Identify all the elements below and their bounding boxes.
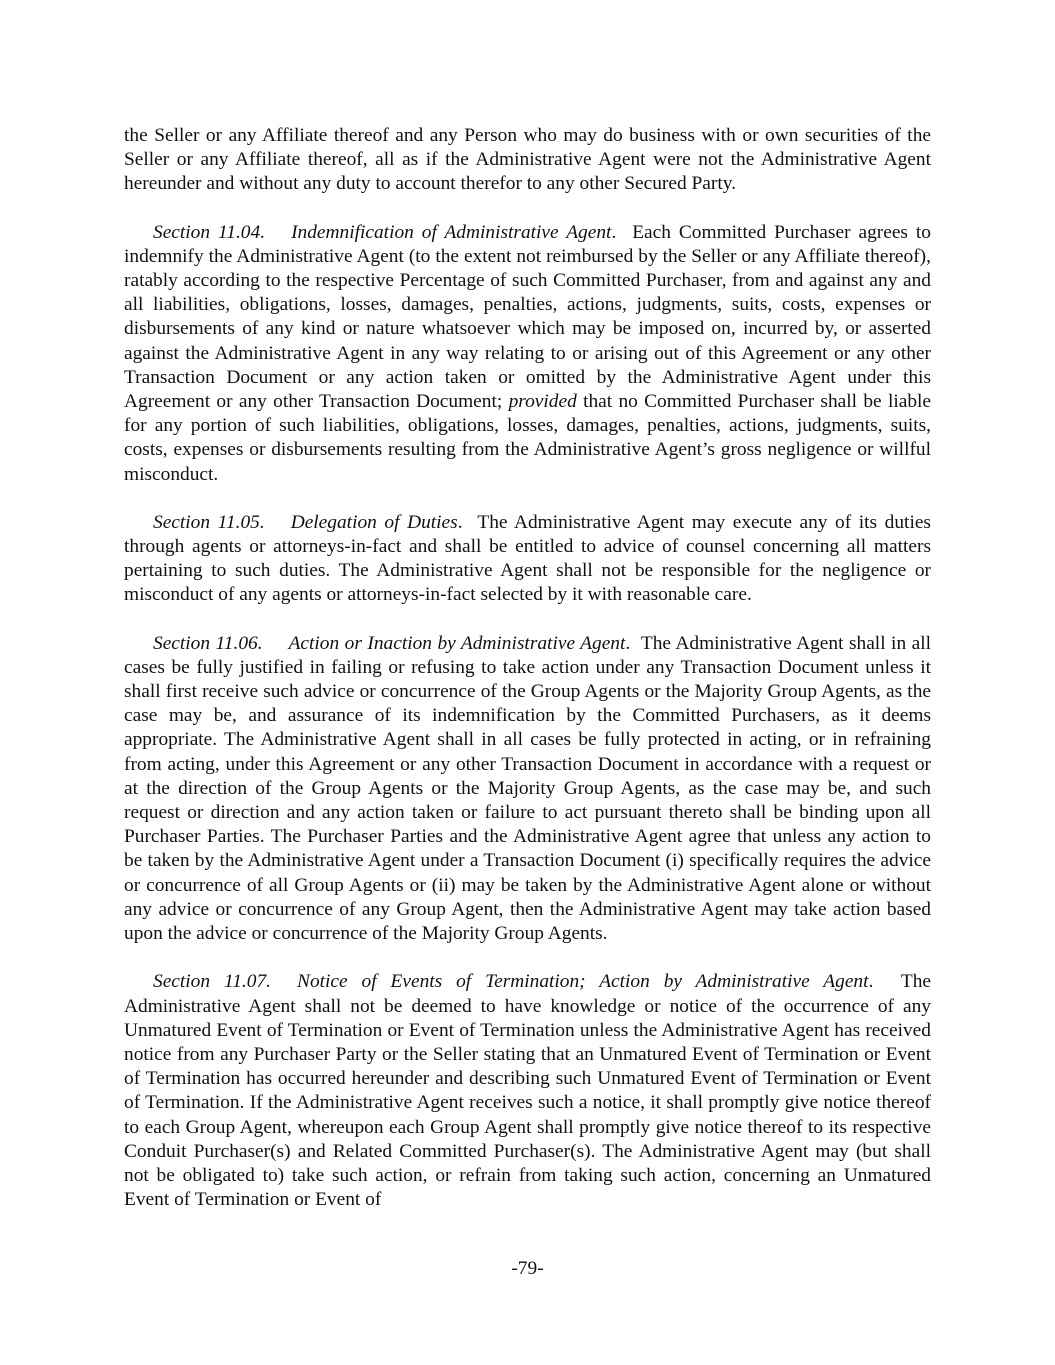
continuation-paragraph [124, 124, 931, 197]
proviso-term: provided [508, 391, 577, 413]
page-number: -79- [511, 1258, 544, 1279]
section-body: The Administrative Agent shall not be deemed to have knowledge or notice of the occurrence of any Unmatured Event of Termination or Event of Termination unless the Administrative Agent has received notice from any Purchaser Party or the Seller stating that an Unmatured Event of Termination or Event of Termination has occurred hereunder and describing such Unmatured Event of Termination or Event of Termination. If the Administrative Agent receives such a notice, it shall promptly give notice thereof to each Group Agent, whereupon each Group Agent shall promptly give notice thereof to its respective Conduit Purchaser(s) and Related Committed Purchaser(s). The Administrative Agent may (but shall not be obligated to) take such action, or refrain from taking such action, concerning an Unmatured Event of Termination or Event of [124, 971, 931, 1211]
section-body: The Administrative Agent shall in all cases be fully justified in failing or refusing to take action under any Transaction Document unless it shall first receive such advice or concurrence of the Group Agents or the Majority Group Agents, as the case may be, and assurance of its indemnification by the Committed Purchasers, as it deems appropriate. The Administrative Agent shall in all cases be fully protected in acting, or in refraining from acting, under this Agreement or any other Transaction Document in accordance with a request or at the direction of the Group Agents or the Majority Group Agents, as the case may be, and such request or direction and any action taken or failure to act pursuant thereto shall be binding upon all Purchaser Parties. The Purchaser Parties and the Administrative Agent agree that unless any action to be taken by the Administrative Agent under a Transaction Document (i) specifically requires the advice or concurrence of all Group Agents or (ii) may be taken by the Administrative Agent alone or without any advice or concurrence of any Group Agent, then the Administrative Agent may take action based upon the advice or concurrence of the Majority Group Agents. [124, 632, 931, 945]
section-number: Section 11.07. [153, 971, 272, 993]
section-11-05: Section 11.05. Delegation of Duties. The Administrative Agent may execute any of its duties through agents or attorneys-in-fact and shall be entitled to advice of counsel concerning all matters pertaining to such duties. The Administrative Agent shall not be responsible for the negligence or misconduct of any agents or attorneys-in-fact selected by it with reasonable care. [124, 511, 931, 606]
document-page [124, 124, 931, 1236]
section-title: Notice of Events of Termination; Action by Administrative Agent [297, 971, 869, 993]
section-body: The Administrative Agent may execute any of its duties through agents or attorneys-in-fact and shall be entitled to advice of counsel concerning all matters pertaining to such duties. The Administrative Agent shall not be responsible for the negligence or misconduct of any agents or attorneys-in-fact selected by it with reasonable care. [124, 511, 931, 606]
section-body-continued: that no Committed Purchaser shall be liable for any portion of such liabilities, obligations, losses, damages, penalties, actions, judgments, suits, costs, expenses or disbursements resulting from the Administrative Agent’s gross negligence or willful misconduct. [124, 391, 932, 485]
section-11-06: Section 11.06. Action or Inaction by Administrative Agent. The Administrative Agent shall in all cases be fully justified in failing or refusing to take action under any Transaction Document unless it shall first receive such advice or concurrence of the Group Agents or the Majority Group Agents, as the case may be, and assurance of its indemnification by the Committed Purchasers, as it deems appropriate. The Administrative Agent shall in all cases be fully protected in acting, or in refraining from acting, under this Agreement or any other Transaction Document in accordance with a request or at the direction of the Group Agents or the Majority Group Agents, as the case may be, and such request or direction and any action taken or failure to act pursuant thereto shall be binding upon all Purchaser Parties. The Purchaser Parties and the Administrative Agent agree that unless any action to be taken by the Administrative Agent under a Transaction Document (i) specifically requires the advice or concurrence of all Group Agents or (ii) may be taken by the Administrative Agent alone or without any advice or concurrence of any Group Agent, then the Administrative Agent may take action based upon the advice or concurrence of the Majority Group Agents. [124, 632, 931, 945]
section-11-07: Section 11.07. Notice of Events of Termination; Action by Administrative Agent. The Administrative Agent shall not be deemed to have knowledge or notice of the occurrence of any Unmatured Event of Termination or Event of Termination unless the Administrative Agent has received notice from any Purchaser Party or the Seller stating that an Unmatured Event of Termination or Event of Termination has occurred hereunder and describing such Unmatured Event of Termination or Event of Termination. If the Administrative Agent receives such a notice, it shall promptly give notice thereof to each Group Agent, whereupon each Group Agent shall promptly give notice thereof to its respective Conduit Purchaser(s) and Related Committed Purchaser(s). The Administrative Agent may (but shall not be obligated to) take such action, or refrain from taking such action, concerning an Unmatured Event of Termination or Event of [124, 971, 931, 1211]
section-number: Section 11.06. [153, 632, 263, 654]
section-number: Section 11.05. [153, 511, 265, 533]
section-title: Indemnification of Administrative Agent [291, 221, 612, 243]
section-title: Action or Inaction by Administrative Agent [288, 632, 626, 654]
section-number: Section 11.04. [153, 221, 266, 243]
section-11-04: Section 11.04. Indemnification of Administrative Agent. Each Committed Purchaser agrees to indemnify the Administrative Agent (to the extent not reimbursed by the Seller or any Affiliate thereof), ratably according to the respective Percentage of such Committed Purchaser, from and against any and all liabilities, obligations, losses, damages, penalties, actions, judgments, suits, costs, expenses or disbursements of any kind or nature whatsoever which may be imposed on, incurred by, or asserted against the Administrative Agent in any way relating to or arising out of this Agreement or any other Transaction Document or any action taken or omitted by the Administrative Agent under this Agreement or any other Transaction Document; provided that no Committed Purchaser shall be liable for any portion of such liabilities, obligations, losses, damages, penalties, actions, judgments, suits, costs, expenses or disbursements resulting from the Administrative Agent’s gross negligence or willful misconduct. [124, 221, 932, 485]
section-title: Delegation of Duties [290, 511, 458, 533]
continuation-text: the Seller or any Affiliate thereof and any Person who may do business with or own securities of the Seller or any Affiliate thereof, all as if the Administrative Agent were not the Administrative Agent hereunder and without any duty to account therefor to any other Secured Party. [124, 125, 931, 195]
section-body: Each Committed Purchaser agrees to indemnify the Administrative Agent (to the extent not reimbursed by the Seller or any Affiliate thereof), ratably according to the respective Percentage of such Committed Purchaser, from and against any and all liabilities, obligations, losses, damages, penalties, actions, judgments, suits, costs, expenses or disbursements of any kind or nature whatsoever which may be imposed on, incurred by, or asserted against the Administrative Agent in any way relating to or arising out of this Agreement or any other Transaction Document or any action taken or omitted by the Administrative Agent under this Agreement or any other Transaction Document; [124, 221, 932, 413]
